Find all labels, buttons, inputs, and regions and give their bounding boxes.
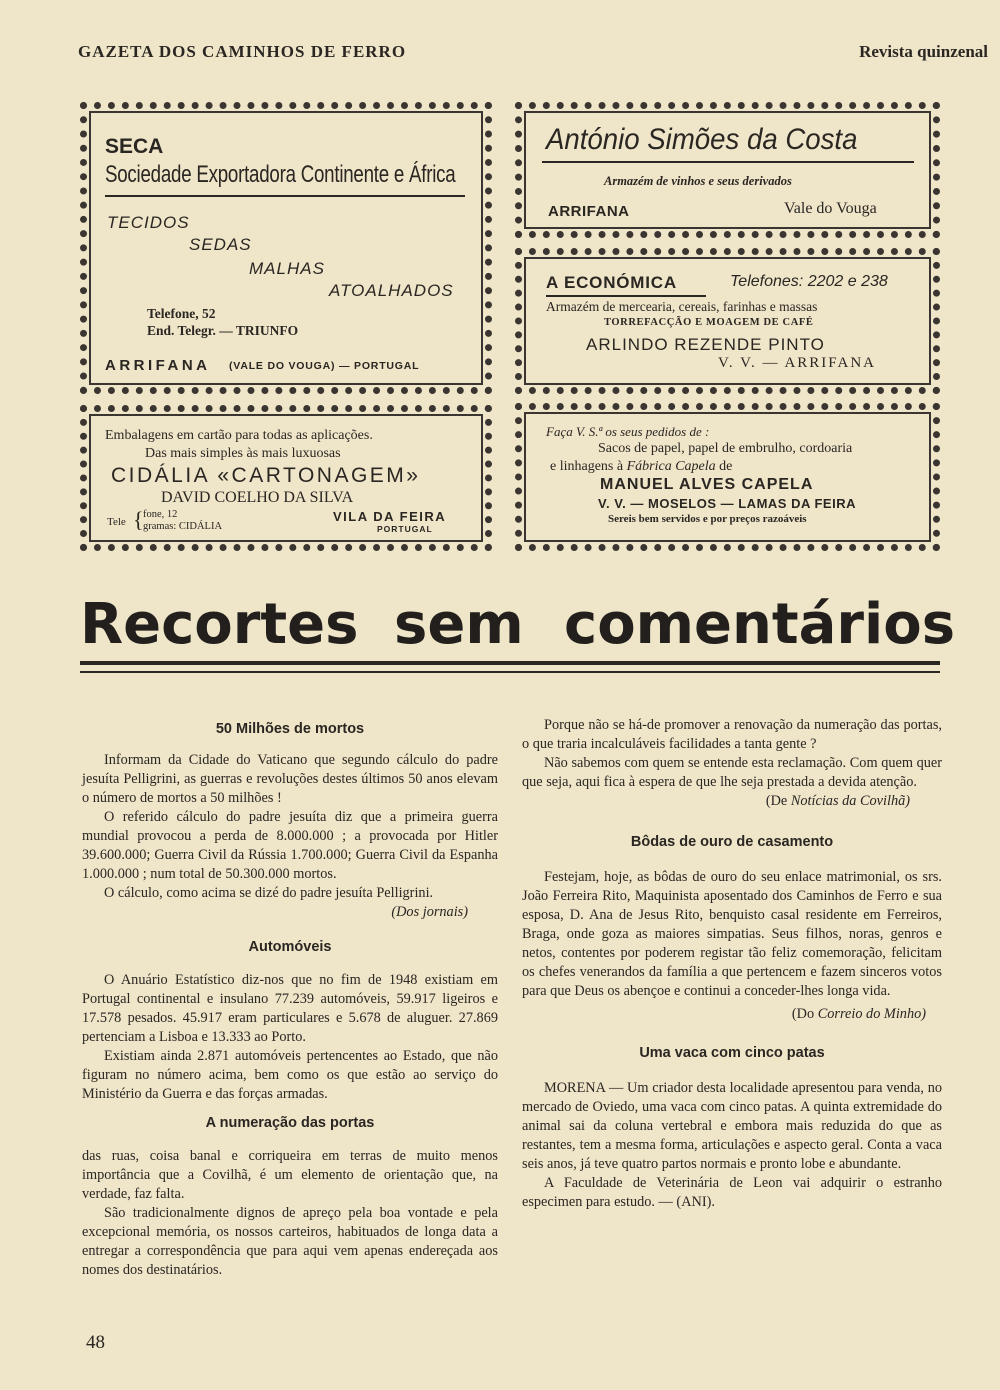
ad-capela-location: V. V. — MOSELOS — LAMAS DA FEIRA (598, 496, 856, 511)
ad-economica-location: V. V. — ARRIFANA (718, 355, 877, 371)
article-automoveis-p1: O Anuário Estatístico diz-nos que no fim de 1948 existiam em Portugal continental e insulano 77.239 automóveis, 59.917 ligeiros e 17.578 pesados. 45.917 eram particulares e 5.678 de aluguer. 27.869 pertenciam a Lisboa e 13.333 ao Porto. (82, 972, 498, 1045)
column-left (82, 720, 498, 1280)
ad-capela-line3 (550, 459, 732, 475)
ad-seca-location: ARRIFANA (105, 357, 211, 374)
article-vaca-p1: MORENA — Um criador desta localidade apresentou para venda, no mercado de Oviedo, uma vaca com cinco patas. A quinta extremidade do animal sai da coluna vertebral e embora mais reduzida do que as restantes, tem a mesma forma, articulações e aspecto geral. Conta a vaca seis anos, já teve quatro partos normais e pronto lobe e abundante. (522, 1080, 942, 1172)
ad-economica-underline (546, 295, 706, 297)
article-bodas-p1: Festejam, hoje, as bôdas de ouro do seu enlace matrimonial, os srs. João Ferreira Rito, Maquinista aposentado dos Caminhos de Ferro e sua esposa, D. Ana de Jesus Rito, benquisto casal residente em Ferreiros, Braga, onde goza as maiores simpatias. Seus filhos, noras, genros e netos, contentes por poderem registar tão feliz comemoração, felicitam os chefes venerandos da família a que pertencem e fazem sinceros votos para que Deus os abençoe e continui a conceder-lhes longa vida. (522, 869, 942, 999)
ad-economica-desc2: TORREFACÇÃO E MOAGEM DE CAFÉ (604, 317, 814, 328)
ad-seca-product-3: MALHAS (249, 259, 325, 278)
ad-cidalia-tele-fone: fone, 12 (143, 509, 178, 520)
publication-tagline: Revista quinzenal (859, 42, 988, 61)
ad-capela-line3-b: Fábrica Capela (626, 459, 716, 474)
article-portas-source-prefix: (De (765, 793, 788, 809)
ad-economica-name: A ECONÓMICA (546, 273, 677, 292)
ad-seca-title: SECA (105, 135, 164, 158)
article-portas-source (522, 792, 942, 811)
article-title-vaca: Uma vaca com cinco patas (639, 1045, 825, 1061)
article-mortos-p2: O referido cálculo do padre jesuíta diz que a primeira guerra mundial provocou a perda de 8.000.000 ; a provocada por Hitler 39.600.000; Guerra Civil da Rússia 1.700.000; Guerra Civil da Espanha 1.000.000 ; num total de 50.300.000 mortos. (82, 809, 498, 882)
ad-capela (515, 403, 940, 551)
article-title-mortos: 50 Milhões de mortos (215, 721, 365, 737)
title-rule-thick (80, 661, 940, 665)
ad-cidalia-country: PORTUGAL (377, 524, 433, 534)
column-right (522, 716, 942, 1212)
ad-cidalia-owner: DAVID COELHO DA SILVA (161, 489, 354, 506)
ad-capela-line1: Faça V. S.ª os seus pedidos de : (546, 424, 710, 439)
article-title-automoveis: Automóveis (248, 939, 332, 955)
ad-seca-phone: Telefone, 52 (147, 306, 216, 321)
ad-cidalia-brace: { (133, 507, 144, 532)
article-portas-p4: Não sabemos com quem se entende esta reclamação. Com quem quer que seja, aqui fica à espera de que lhe seja prestada a devida atenção. (522, 755, 942, 790)
ad-seca-location-detail: (VALE DO VOUGA) — PORTUGAL (229, 360, 420, 372)
article-portas-p1: das ruas, coisa banal e corriqueira em terras de muito menos importância que a Covilhã, é um elemento de orientação que, na verdade, faz falta. (82, 1148, 498, 1202)
ad-simoes-place: ARRIFANA (548, 203, 630, 220)
section-title-word-3: comentários (564, 592, 956, 657)
ad-seca-product-1: TECIDOS (107, 213, 190, 232)
ad-cidalia-line2: Das mais simples às mais luxuosas (145, 446, 341, 461)
ad-simoes-region: Vale do Vouga (784, 200, 877, 217)
ad-seca-rule (105, 195, 465, 197)
article-portas-source-name: Notícias da Covilhã) (790, 793, 910, 809)
ad-economica-phones: Telefones: 2202 e 238 (730, 273, 888, 290)
publication-title: GAZETA DOS CAMINHOS DE FERRO (78, 42, 407, 61)
ad-cidalia-brand: CIDÁLIA «CARTONAGEM» (111, 464, 421, 487)
ad-economica-owner: ARLINDO REZENDE PINTO (586, 335, 825, 354)
ad-cidalia-tele-label: Tele (107, 516, 126, 528)
section-title-word-2: sem (394, 592, 524, 657)
ad-simoes-name: António Simões da Costa (546, 123, 858, 156)
title-rule-thin (80, 671, 940, 673)
article-automoveis-p2: Existiam ainda 2.871 automóveis pertencentes ao Estado, que não figuram no número acima, bem como os que estão ao serviço do Ministério da Guerra e das forças armadas. (82, 1048, 498, 1102)
ad-capela-line3-a: e linhagens à (550, 459, 624, 474)
ad-seca-company: Sociedade Exportadora Continente e África (105, 161, 456, 188)
article-mortos-p3: O cálculo, como acima se dizé do padre jesuíta Pelligrini. (104, 885, 434, 901)
ad-economica (515, 248, 940, 394)
article-vaca-p2: A Faculdade de Veterinária de Leon vai adquirir o estranho especimen para estudo. — (ANI). (522, 1175, 942, 1210)
article-title-portas: A numeração das portas (205, 1115, 375, 1131)
article-bodas-source-prefix: (Do (791, 1006, 815, 1022)
ad-seca-product-4: ATOALHADOS (329, 281, 454, 300)
ad-cidalia (80, 405, 492, 551)
article-bodas-source-name: Correio do Minho) (817, 1006, 926, 1022)
ad-simoes-desc: Armazém de vinhos e seus derivados (604, 174, 792, 188)
article-portas-p2: São tradicionalmente dignos de apreço pela boa vontade e pela excepcional memória, os nossos carteiros, habituados de longa data a entregar a correspondência que para aqui vem apenas endereçada aos nomes dos destinatários. (82, 1205, 498, 1278)
ad-cidalia-line1: Embalagens em cartão para todas as aplicações. (105, 428, 373, 443)
ad-simoes (515, 102, 940, 238)
ad-economica-desc: Armazém de mercearia, cereais, farinhas e massas (546, 299, 818, 314)
ad-seca (80, 102, 492, 394)
page-number: 48 (86, 1332, 105, 1353)
article-mortos-source: (Dos jornais) (391, 904, 468, 920)
ad-capela-line2: Sacos de papel, papel de embrulho, cordoaria (598, 441, 853, 456)
ad-seca-telegraph: End. Telegr. — TRIUNFO (147, 323, 299, 338)
ad-simoes-rule (542, 161, 914, 163)
ad-capela-slogan: Sereis bem servidos e por preços razoáveis (608, 513, 807, 525)
ad-cidalia-tele-gramas: gramas: CIDÁLIA (143, 521, 223, 532)
section-title-word-1: Recortes (80, 592, 359, 657)
ad-capela-line3-c: de (719, 459, 733, 474)
ad-seca-product-2: SEDAS (189, 235, 252, 254)
article-bodas-source (522, 1005, 942, 1024)
article-mortos-p1: Informam da Cidade do Vaticano que segundo cálculo do padre jesuíta Pelligrini, as guerras e revoluções destes últimos 50 anos elevam o número de mortos a 50 milhões ! (82, 752, 498, 806)
article-title-bodas: Bôdas de ouro de casamento (630, 834, 834, 850)
ad-capela-owner: MANUEL ALVES CAPELA (600, 476, 814, 493)
ad-cidalia-location: VILA DA FEIRA (333, 509, 447, 524)
article-portas-p3: Porque não se há-de promover a renovação da numeração das portas, o que traria incalculáveis facilidades a tanta gente ? (522, 717, 942, 752)
